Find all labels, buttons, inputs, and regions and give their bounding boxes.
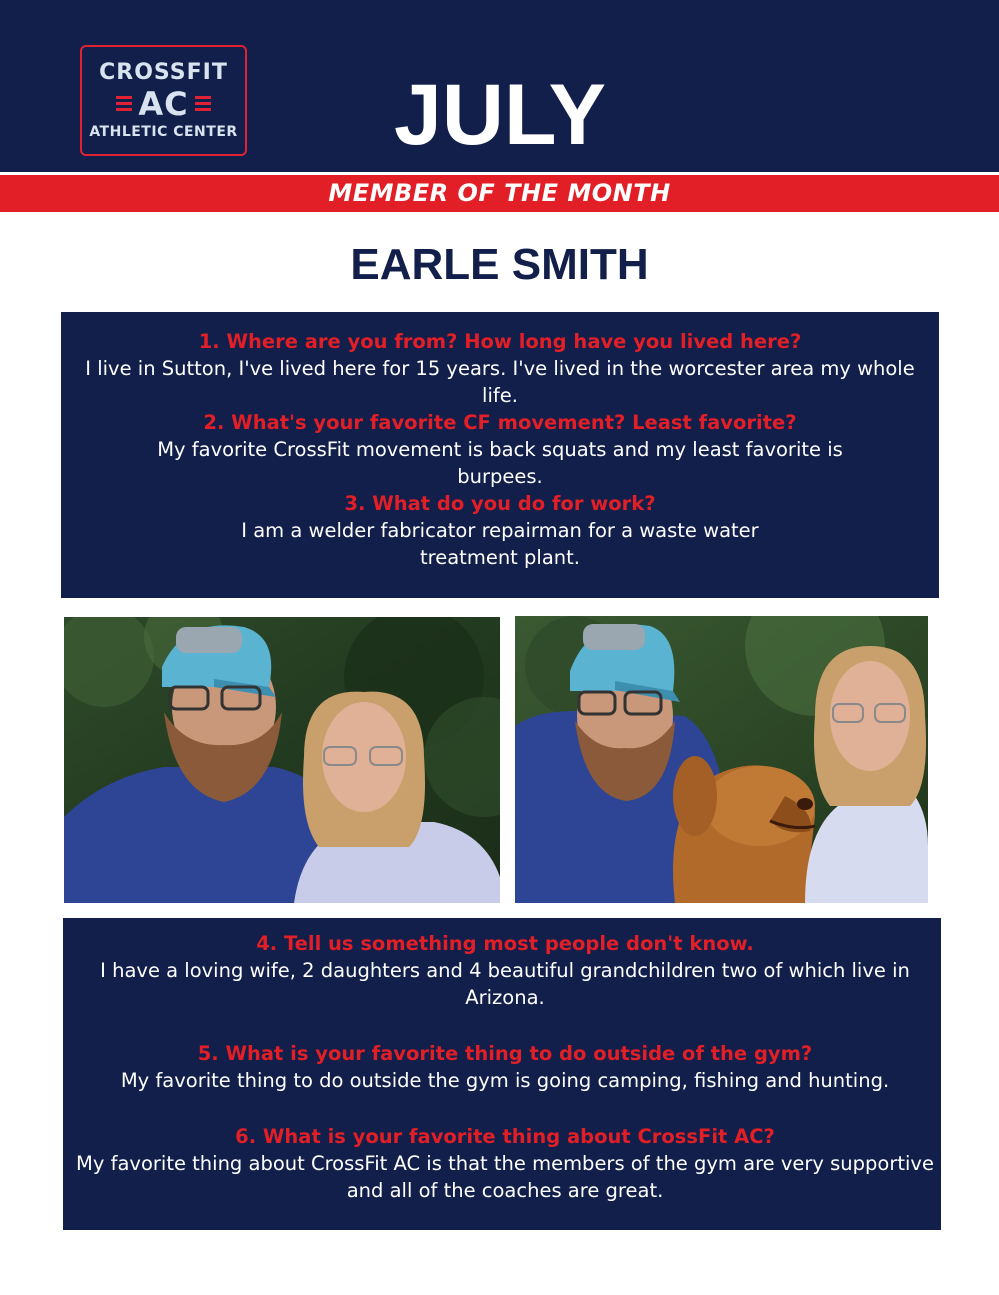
- member-photo-couple: [64, 617, 500, 903]
- logo-athletic-center-text: ATHLETIC CENTER: [89, 123, 238, 140]
- member-of-month-banner: MEMBER OF THE MONTH: [0, 175, 999, 212]
- answer-3: I am a welder fabricator repairman for a waste water treatment plant.: [241, 519, 759, 569]
- crossfit-ac-logo: [80, 45, 247, 156]
- question-3: 3. What do you do for work?: [344, 492, 656, 515]
- answer-6: My favorite thing about CrossFit AC is that the members of the gym are very supportive and all of the coaches are great.: [76, 1152, 934, 1202]
- month-title: JULY: [394, 67, 606, 163]
- qa-box-top: [61, 312, 939, 598]
- question-2: 2. What's your favorite CF movement? Least favorite?: [203, 411, 797, 434]
- member-photo-couple-with-dog: [515, 616, 928, 903]
- question-5: 5. What is your favorite thing to do outside of the gym?: [197, 1042, 813, 1065]
- header: [0, 0, 999, 175]
- qa-box-bottom: [63, 918, 941, 1230]
- logo-ac-row: [116, 86, 210, 122]
- answer-4: I have a loving wife, 2 daughters and 4 beautiful grandchildren two of which live in Arizona.: [100, 959, 910, 1009]
- logo-ac-text: AC: [138, 84, 189, 123]
- answer-5: My favorite thing to do outside the gym is going camping, fishing and hunting.: [120, 1069, 890, 1092]
- logo-right-bars: [195, 96, 211, 111]
- logo-left-bars: [116, 96, 132, 111]
- question-4: 4. Tell us something most people don't know.: [256, 932, 754, 955]
- question-6: 6. What is your favorite thing about CrossFit AC?: [235, 1125, 775, 1148]
- answer-2: My favorite CrossFit movement is back squats and my least favorite is burpees.: [157, 438, 843, 488]
- question-1: 1. Where are you from? How long have you lived here?: [198, 330, 802, 353]
- member-name: EARLE SMITH: [350, 240, 649, 289]
- logo-crossfit-text: CROSSFIT: [99, 59, 228, 85]
- answer-1: I live in Sutton, I've lived here for 15 years. I've lived in the worcester area my whole life.: [85, 357, 915, 407]
